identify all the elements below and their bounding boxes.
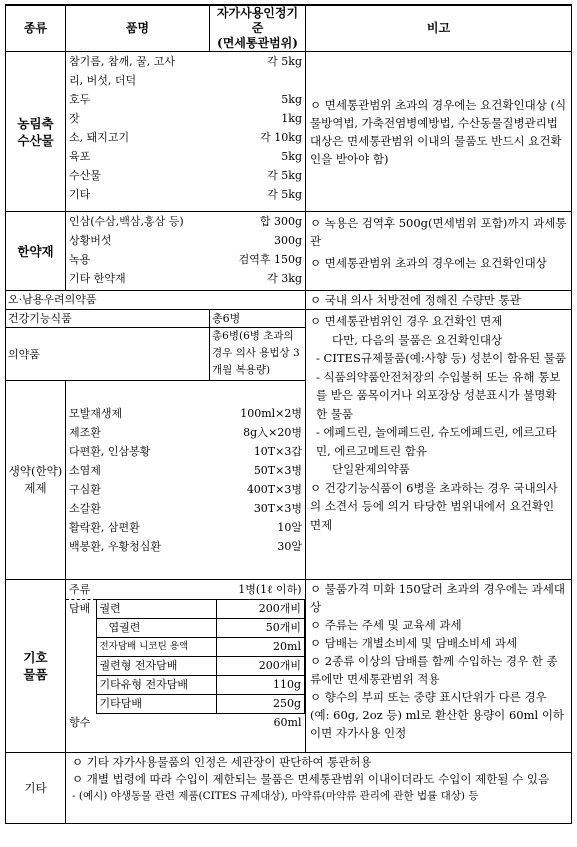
agri-category-line2: 수산물 <box>17 132 54 148</box>
item-name: 소, 돼지고기 <box>69 131 130 144</box>
tobacco-row <box>66 675 305 694</box>
herbal-category: 한약재 <box>6 212 66 291</box>
item-qty: 200개비 <box>216 656 304 675</box>
item-name: 궐련 <box>96 599 216 618</box>
item-name: 수산물 <box>69 169 101 182</box>
agri-items-list <box>66 52 305 204</box>
header-category: 종류 <box>6 5 66 52</box>
list-item <box>66 480 305 499</box>
item-name: 소갈환 <box>69 502 101 515</box>
perfume-name: 향수 <box>69 716 91 730</box>
pharma-notes <box>306 310 572 580</box>
list-item <box>66 404 305 423</box>
item-qty: 각 3kg <box>267 272 302 285</box>
header-allowance-line2: (면세통관범위) <box>217 36 298 50</box>
item-name: 제조환 <box>69 426 101 439</box>
item-qty: 30T×3병 <box>253 502 302 515</box>
item-qty: 100ml×2병 <box>240 407 302 420</box>
health-row <box>6 310 572 328</box>
list-item <box>66 461 305 480</box>
list-item <box>66 90 305 109</box>
item-qty: 1kg <box>281 112 302 125</box>
item-qty: 각 5kg <box>267 169 302 182</box>
tobacco-row <box>66 637 305 656</box>
pharma-label: 의약품 <box>6 328 210 381</box>
list-item <box>66 423 305 442</box>
list-item <box>66 109 305 128</box>
tobacco-row <box>66 618 305 637</box>
item-qty: 각 10kg <box>260 131 302 144</box>
item-qty: 각 5kg <box>267 188 302 201</box>
list-item <box>66 269 305 288</box>
item-name: 엽궐련 <box>96 618 216 637</box>
tobacco-label: 담배 <box>69 602 91 616</box>
list-item <box>66 147 305 166</box>
header-allowance-line1: 자가사용인정기준 <box>216 6 299 35</box>
item-name: 참기름, 참깨, 꿀, 고사 <box>69 55 175 68</box>
liquor-qty: 1병(1ℓ 이하) <box>238 582 302 596</box>
item-name: 궐련형 전자담배 <box>96 656 216 675</box>
pharma-note-2: 다만, 다음의 물품은 요건확인대상 <box>332 332 503 347</box>
item-name: 상황버섯 <box>69 234 112 247</box>
list-item <box>66 250 305 269</box>
liquor-name: 주류 <box>69 582 91 596</box>
luxury-note-1: ㅇ 물품가격 미화 150달러 초과의 경우에는 과세대상 <box>310 582 565 614</box>
herbal-note-1: ㅇ 녹용은 검역후 500g(면세범위 포함)까지 과세통관 <box>310 216 567 248</box>
item-qty: 50개비 <box>216 618 304 637</box>
item-qty: 400T×3병 <box>246 483 302 496</box>
header-remarks: 비고 <box>306 5 572 52</box>
header-row <box>6 5 572 52</box>
item-name: 잣 <box>69 112 80 125</box>
item-name: 리, 버섯, 더덕 <box>69 74 137 87</box>
list-item <box>66 212 305 231</box>
item-name: 활락환, 삼편환 <box>69 521 140 534</box>
agri-category <box>6 52 66 212</box>
item-name: 육포 <box>69 150 91 163</box>
item-qty: 250g <box>216 694 304 713</box>
etc-line-3: - (예시) 야생동물 관련 제품(CITES 규제대상), 마약류(마약류 관리에 관한 법률 대상) 등 <box>72 790 479 802</box>
item-name: 인삼(수삼,백삼,홍삼 등) <box>69 215 184 228</box>
customs-allowance-document <box>5 4 571 844</box>
item-qty <box>216 71 305 90</box>
oriental-category: 생약(한약) 제제 <box>6 381 66 580</box>
herbal-note-2: ㅇ 면세통관범위 초과의 경우에는 요건확인대상 <box>310 256 547 270</box>
pharma-note-4: - 식품의약품안전처장의 수입불허 또는 유해 통보를 받은 품목이거나 외포장상 성분표시가 불명확한 물품 <box>316 369 561 421</box>
perfume-qty: 60ml <box>273 716 302 730</box>
item-name: 모발재생제 <box>69 407 123 420</box>
header-item: 품명 <box>66 5 210 52</box>
luxury-section <box>6 580 572 753</box>
oriental-items-list <box>66 404 305 556</box>
item-qty: 5kg <box>281 150 302 163</box>
tobacco-row <box>66 656 305 675</box>
oriental-items <box>66 381 306 580</box>
list-item <box>66 185 305 204</box>
herbal-items-list <box>66 212 305 288</box>
health-qty: 총6병 <box>210 310 306 328</box>
herbal-items <box>66 212 306 291</box>
item-qty: 20ml <box>216 637 304 656</box>
etc-section <box>6 753 572 824</box>
item-qty: 30알 <box>277 540 302 553</box>
luxury-note-5: ㅇ 향수의 부피 또는 중량 표시단위가 다른 경우 (예: 60g, 2oz 등) ml로 환산한 용량이 60ml 이하이면 자가사용 인정 <box>310 690 565 740</box>
pharma-note-1: ㅇ 면세통관범위인 경우 요건확인 면제 <box>310 314 503 328</box>
herbal-notes <box>306 212 572 291</box>
item-name: 전자담배 니코틴 용액 <box>96 637 216 656</box>
etc-notes <box>66 753 572 824</box>
allowance-table <box>5 4 572 824</box>
luxury-items-list <box>66 580 305 732</box>
item-qty: 10T×3갑 <box>253 445 302 458</box>
agri-category-line1: 농림축 <box>17 115 54 131</box>
item-qty: 300g <box>273 234 302 247</box>
agri-items <box>66 52 306 212</box>
item-name: 소염제 <box>69 464 101 477</box>
item-qty: 50T×3병 <box>253 464 302 477</box>
item-qty: 각 5kg <box>267 55 302 68</box>
luxury-note-3: ㅇ 담배는 개별소비세 및 담배소비세 과세 <box>310 636 518 650</box>
item-qty: 110g <box>216 675 304 694</box>
luxury-notes <box>306 580 572 753</box>
agri-note: ㅇ 면세통관범위 초과의 경우에는 요건확인대상 (식물방역법, 가축전염병예방법, 수산동물질병관리법 대상은 면세통관범위 이내의 물품도 반드시 요건확인을 받아야 함) <box>306 52 572 212</box>
item-name: 호두 <box>69 93 91 106</box>
item-name: 녹용 <box>69 253 91 266</box>
item-qty: 200개비 <box>216 599 304 618</box>
vet-note: ㅇ 국내 의사 처방전에 정해진 수량만 통관 <box>306 291 572 310</box>
item-qty: 검역후 150g <box>238 253 302 266</box>
item-qty: 8g入×20병 <box>243 426 302 439</box>
luxury-category-line2: 물품 <box>23 667 48 682</box>
list-item <box>66 537 305 556</box>
etc-line-2: ㅇ 개별 법령에 따라 수입이 제한되는 물품은 면세통관범위 이내이더라도 수입이 제한될 수 있음 <box>72 772 550 786</box>
item-name: 기타담배 <box>96 694 216 713</box>
list-item <box>66 499 305 518</box>
list-item <box>66 128 305 147</box>
agri-section <box>6 52 572 212</box>
luxury-note-4: ㅇ 2종류 이상의 담배를 함께 수입하는 경우 한 종류에만 면세통관범위 적용 <box>310 654 558 686</box>
list-item <box>66 71 305 90</box>
list-item <box>66 166 305 185</box>
pharma-note-3: - CITES규제물품(예:사향 등) 성분이 함유된 물품 <box>316 351 567 365</box>
list-item <box>66 442 305 461</box>
herbal-section <box>6 212 572 291</box>
luxury-category-line1: 기호 <box>23 650 48 665</box>
etc-line-1: ㅇ 기타 자가사용물품의 인정은 세관장이 판단하여 통관허용 <box>72 755 372 769</box>
pharma-note-6: 단일완제의약품 <box>332 462 410 476</box>
item-qty: 합 300g <box>259 215 302 228</box>
luxury-note-2: ㅇ 주류는 주세 및 교육세 과세 <box>310 618 462 632</box>
etc-category: 기타 <box>6 753 66 824</box>
item-name: 구심환 <box>69 483 101 496</box>
pharma-note-5: - 에페드린, 놀에페드린, 슈도에페드린, 에르고타민, 에르고메트린 함유 <box>316 425 557 458</box>
item-qty: 10알 <box>277 521 302 534</box>
item-name: 기타 한약재 <box>69 272 126 285</box>
pharma-qty: 총6병(6병 초과의 경우 의사 용법상 3개월 복용량) <box>210 328 306 381</box>
list-item <box>66 52 305 71</box>
list-item <box>66 518 305 537</box>
health-label: 건강기능식품 <box>6 310 210 328</box>
tobacco-row <box>66 599 305 618</box>
vet-label: 오·남용우려의약품 <box>6 291 306 310</box>
perfume-row <box>66 713 305 732</box>
item-name: 다편환, 인삼봉황 <box>69 445 151 458</box>
pharma-note-7: ㅇ 건강기능식품이 6병을 초과하는 경우 국내의사의 소견서 등에 의거 타당한 범위내에서 요건확인 면제 <box>310 480 558 532</box>
luxury-items <box>66 580 306 753</box>
tobacco-row <box>66 694 305 713</box>
header-allowance <box>210 5 306 52</box>
luxury-category <box>6 580 66 753</box>
item-name: 기타 <box>69 188 91 201</box>
item-qty: 5kg <box>281 93 302 106</box>
vet-row <box>6 291 572 310</box>
liquor-row <box>66 580 305 599</box>
list-item <box>66 231 305 250</box>
item-name: 백봉환, 우황청심환 <box>69 540 162 553</box>
item-name: 기타유형 전자담배 <box>96 675 216 694</box>
